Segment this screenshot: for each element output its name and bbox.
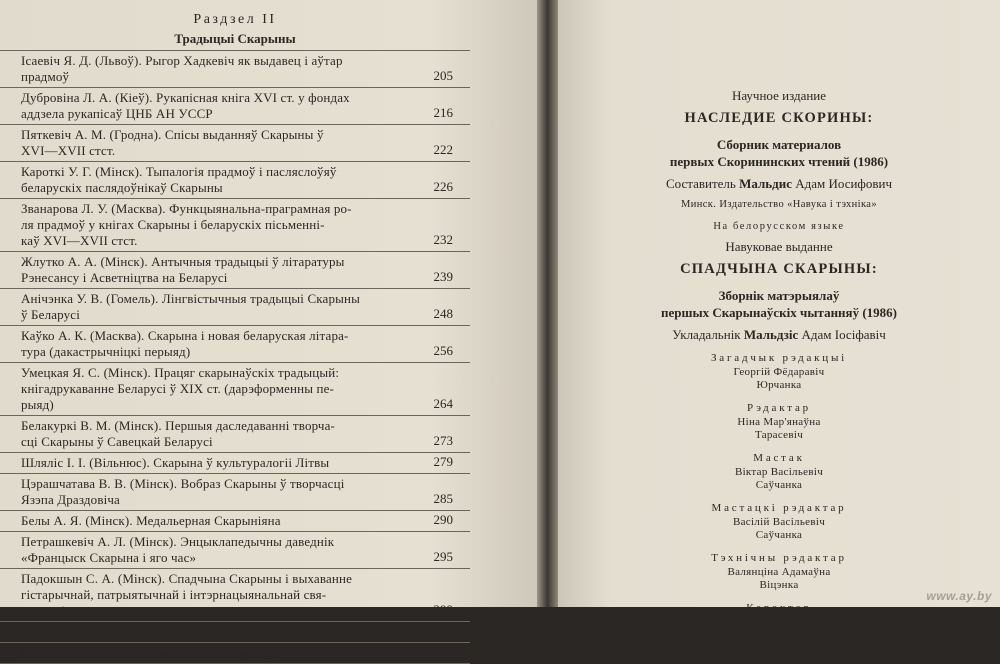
toc-entry-line: Анічэнка У. В. (Гомель). Лінгвістычныя традыцыі Скарыны (21, 291, 360, 306)
toc-entry-line: Умецкая Я. С. (Мінск). Працяг скарынаўскіх традыцый: (21, 365, 340, 380)
toc-page-number: 295 (433, 549, 453, 564)
toc-entry (0, 88, 470, 125)
toc-page-number: 216 (433, 105, 453, 120)
toc-page-number: 248 (433, 306, 453, 321)
imprint-page (558, 0, 1000, 641)
credit-role: Карэктар (746, 602, 812, 614)
credit-name: Юрчанка (756, 379, 802, 391)
toc-page-number: 264 (433, 396, 453, 411)
toc-entry (0, 125, 470, 162)
toc-entry (0, 453, 470, 474)
toc-page-number: 205 (433, 68, 453, 83)
toc-entry-line: Імянны паказальнік (Склад. А. А. Мельнікаў) (21, 645, 280, 660)
toc-page-number: 256 (433, 343, 453, 358)
watermark: www.ay.by (926, 589, 992, 603)
toc-entry (0, 326, 470, 363)
toc-entry (0, 51, 470, 88)
ru-compiler-name: Мальдис (739, 176, 792, 191)
credit-name: Георгій Фёдаравіч (733, 366, 825, 378)
toc-entry (0, 363, 470, 416)
toc-entry-line: Белакуркі В. М. (Мінск). Першыя даследаванні творча- (21, 418, 336, 433)
toc-entry (0, 162, 470, 199)
toc-entry (0, 252, 470, 289)
toc-entry-line: Падокшын С. А. (Мінск). Спадчына Скарыны і выхаванне (21, 571, 353, 586)
toc-entry-line: ля прадмоў у кнігах Скарыны і беларускіх пісьменні- (21, 217, 325, 232)
toc-page-number: 273 (433, 433, 453, 448)
toc-page-number: 239 (433, 269, 453, 284)
toc-page-number: 308 (433, 644, 453, 659)
toc-page-number: 290 (433, 512, 453, 527)
toc-page-number: 285 (433, 491, 453, 506)
toc-entry-line: Рэнесансу і Асветніцтва на Беларусі (21, 270, 228, 285)
toc-page-number: 299 (433, 602, 453, 617)
credit-name: Саўчанка (755, 479, 803, 491)
toc-entry-line: Белы А. Я. (Мінск). Медальерная Скарыніяна (21, 513, 281, 528)
toc-entry-line: тура (дакастрычніцкі перыяд) (21, 344, 191, 359)
toc-entry (0, 416, 470, 453)
table-of-contents (0, 50, 470, 664)
toc-entry (0, 474, 470, 511)
ru-compiler-rest: Адам Иосифович (795, 176, 892, 191)
credit-role: Мастак (753, 452, 805, 464)
toc-entry-line: Званарова Л. У. (Масква). Функцыянальна-праграмная ро- (21, 201, 352, 216)
toc-entry-line: гістарычнай, патрыятычнай і інтэрнацыянальнай свя- (21, 587, 327, 602)
toc-entry-line: Пяткевіч А. М. (Гродна). Спісы выданняў Скарыны ў (21, 127, 324, 142)
ru-title: НАСЛЕДИЕ СКОРИНЫ: (684, 110, 874, 126)
toc-entry (0, 199, 470, 252)
toc-entry-line: аддзела рукапісаў ЦНБ АН УССР (21, 106, 213, 121)
toc-entry-line: ў Беларусі (21, 307, 80, 322)
credit-name: Тарасевіч (754, 429, 804, 441)
be-title: СПАДЧЫНА СКАРЫНЫ: (680, 261, 878, 277)
toc-entry-line: Кароткае аб аўтарах (21, 624, 136, 639)
toc-entry-line: беларускіх паслядоўнікаў Скарыны (21, 180, 223, 195)
be-compiler-rest: Адам Іосіфавіч (801, 327, 886, 342)
toc-entry-line: Петрашкевіч А. Л. (Мінск). Энцыклапедычны даведнік (21, 534, 335, 549)
toc-entry-line: XVI—XVII стст. (21, 143, 116, 158)
be-compiler (558, 327, 1000, 343)
be-compiler-label: Укладальнік (672, 327, 741, 342)
toc-entry-line: Цэрашчатава В. В. (Мінск). Вобраз Скарыны ў творчасці (21, 476, 345, 491)
ru-publisher: Минск. Издательство «Навука і тэхніка» (680, 199, 878, 210)
toc-entry (0, 532, 470, 569)
toc-entry-line: домасці (21, 603, 66, 618)
credit-name: Саўчанка (755, 529, 803, 541)
credit-role: Загадчык рэдакцыі (710, 352, 848, 364)
toc-entry-line: Ісаевіч Я. Д. (Львоў). Рыгор Хадкевіч як выдавец і аўтар (21, 53, 343, 68)
credit-name: Віктар Васільевіч (734, 466, 824, 478)
toc-entry-line: Язэпа Драздовіча (21, 492, 120, 507)
credit-name: Валянціна Адамаўна (727, 566, 831, 578)
toc-entry (0, 643, 470, 664)
book-gutter (537, 0, 558, 607)
toc-entry-line: Шляліс І. І. (Вільнюс). Скарына ў культуралогіі Літвы (21, 455, 330, 470)
toc-page-number: 232 (433, 232, 453, 247)
section-title: Традыцыі Скарыны (174, 31, 296, 46)
credit-name: Віцэнка (759, 579, 799, 591)
be-subtitle-2: першых Скарынаўскіх чытанняў (1986) (661, 305, 897, 320)
toc-entry-line: сці Скарыны ў Савецкай Беларусі (21, 434, 213, 449)
ru-language: На белорусском языке (713, 221, 845, 232)
credit-role: Рэдактар (747, 402, 811, 414)
toc-page-number: 305 (433, 623, 453, 638)
toc-entry (0, 622, 470, 643)
ru-compiler (558, 176, 1000, 192)
toc-page-number: 226 (433, 179, 453, 194)
credit-role: Тэхнічны рэдактар (711, 552, 847, 564)
credit-name: Васілій Васільевіч (732, 516, 826, 528)
ru-edition-type: Научное издание (731, 88, 827, 103)
be-edition-type: Навуковае выданне (725, 239, 833, 254)
be-subtitle-1: Зборнік матэрыялаў (718, 288, 840, 303)
toc-entry (0, 569, 470, 622)
toc-entry-line: «Францыск Скарына і яго час» (21, 550, 197, 565)
ru-compiler-label: Составитель (666, 176, 736, 191)
toc-entry-line: Каўко А. К. (Масква). Скарына і новая беларуская літара- (21, 328, 349, 343)
toc-entry-line: Жлутко А. А. (Мінск). Антычныя традыцыі ў літаратуры (21, 254, 345, 269)
toc-entry (0, 289, 470, 326)
credit-role: Мастацкі рэдактар (711, 502, 847, 514)
toc-page-number: 279 (433, 454, 453, 469)
toc-entry-line: Дубровіна Л. А. (Кіеў). Рукапісная кніга XVI ст. у фондах (21, 90, 350, 105)
toc-entry (0, 511, 470, 532)
ru-subtitle-2: первых Скорининских чтений (1986) (669, 154, 889, 169)
ru-subtitle-1: Сборник материалов (716, 137, 842, 152)
toc-entry-line: кнігадрукаванне Беларусі ў XIX ст. (дарэформенны пе- (21, 381, 335, 396)
toc-entry-line: прадмоў (21, 69, 70, 84)
credit-name: Любоў Андрэеўна (733, 616, 825, 628)
toc-page-number: 222 (433, 142, 453, 157)
toc-entry-line: рыяд) (21, 397, 54, 412)
toc-entry-line: каў XVI—XVII стст. (21, 233, 138, 248)
toc-entry-line: Кароткі У. Г. (Мінск). Тыпалогія прадмоў і пасляслоўяў (21, 164, 337, 179)
section-heading: Раздзел II (193, 12, 277, 27)
credit-name: Варабей (758, 629, 800, 641)
credit-name: Ніна Мар'янаўна (737, 416, 821, 428)
be-compiler-name: Мальдзіс (743, 327, 799, 342)
